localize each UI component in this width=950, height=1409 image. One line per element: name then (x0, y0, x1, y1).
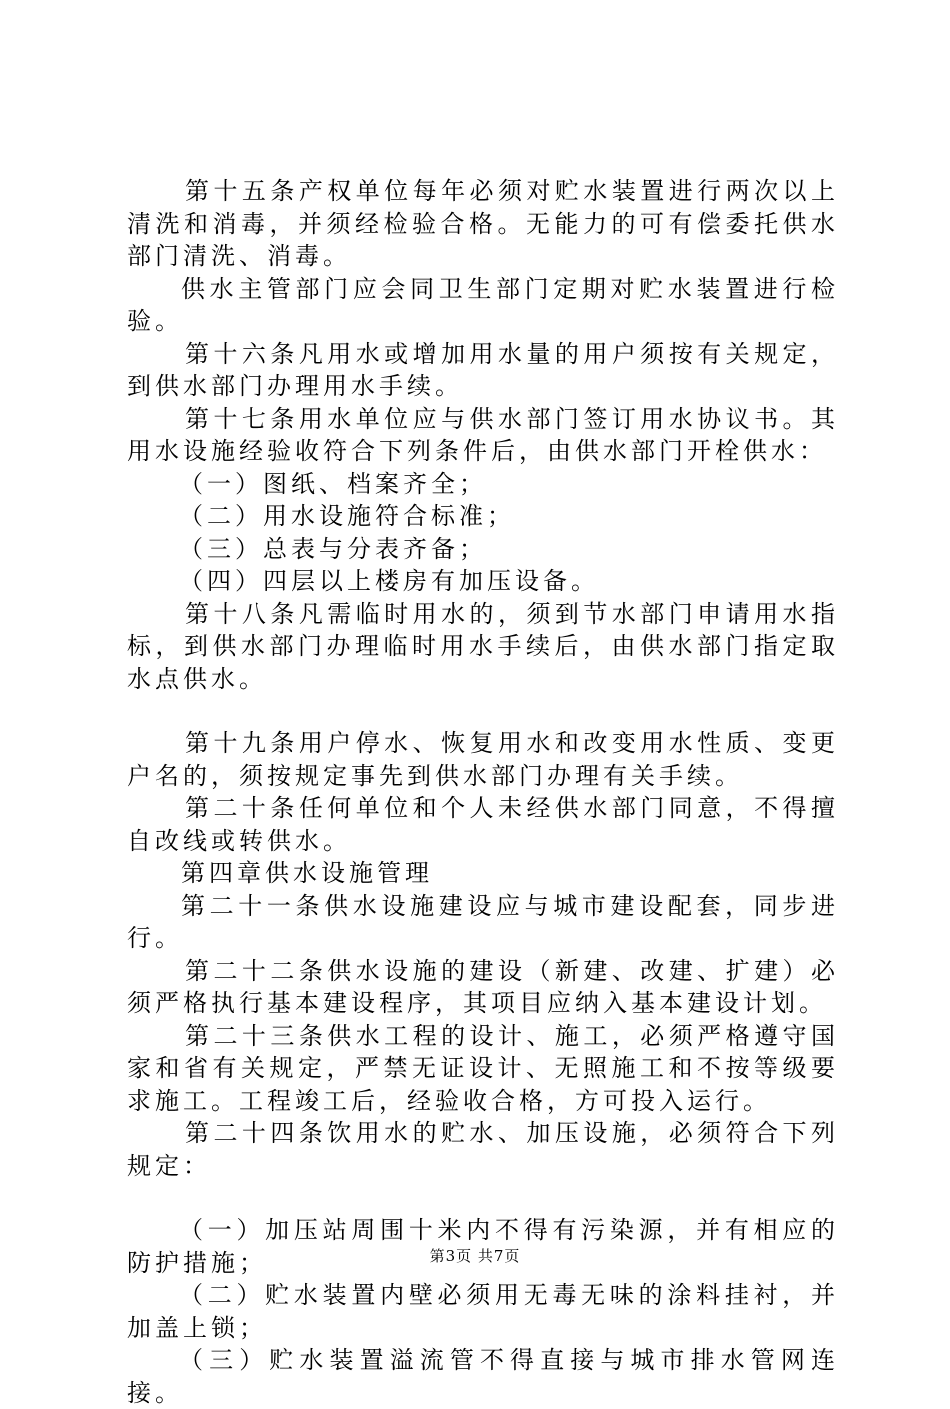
document-body (127, 175, 839, 1409)
list-item-2: （二）用水设施符合标准； (179, 502, 515, 530)
paragraph-article-23: 第二十三条供水工程的设计、施工，必须严格遵守国家和省有关规定，严禁无证设计、无照施工和不按等级要求施工。工程竣工后，经验收合格，方可投入运行。 (127, 1021, 839, 1115)
paragraph-article-22: 第二十二条供水设施的建设（新建、改建、扩建）必须严格执行基本建设程序，其项目应纳入基本建设计划。 (127, 956, 839, 1017)
paragraph-article-16: 第十六条凡用水或增加用水量的用户须按有关规定，到供水部门办理用水手续。 (127, 339, 839, 400)
paragraph-article-20: 第二十条任何单位和个人未经供水部门同意，不得擅自改线或转供水。 (127, 794, 839, 855)
paragraph-article-17: 第十七条用水单位应与供水部门签订用水协议书。其用水设施经验收符合下列条件后，由供水部门开栓供水： (127, 404, 839, 465)
rule-item-2: （二）贮水装置内壁必须用无毒无味的涂料挂衬，并加盖上锁； (127, 1281, 839, 1342)
paragraph-article-15: 第十五条产权单位每年必须对贮水装置进行两次以上清洗和消毒，并须经检验合格。无能力的可有偿委托供水部门清洗、消毒。 (127, 177, 839, 270)
list-item-1: （一）图纸、档案齐全； (179, 469, 487, 498)
paragraph-article-24: 第二十四条饮用水的贮水、加压设施，必须符合下列规定： (127, 1119, 839, 1180)
rule-item-3: （三）贮水装置溢流管不得直接与城市排水管网连接。 (127, 1346, 839, 1407)
rule-item-1: （一）加压站周围十米内不得有污染源，并有相应的防护措施； (127, 1216, 839, 1277)
paragraph-inspection: 供水主管部门应会同卫生部门定期对贮水装置进行检验。 (127, 274, 839, 335)
page-number-footer: 第3页 共7页 (429, 1247, 521, 1265)
paragraph-article-19: 第十九条用户停水、恢复用水和改变用水性质、变更户名的，须按规定事先到供水部门办理有关手续。 (127, 729, 839, 790)
paragraph-article-21: 第二十一条供水设施建设应与城市建设配套，同步进行。 (127, 891, 839, 952)
chapter-heading: 第四章供水设施管理 (181, 859, 433, 887)
paragraph-article-18: 第十八条凡需临时用水的，须到节水部门申请用水指标，到供水部门办理临时用水手续后，由供水部门指定取水点供水。 (127, 599, 839, 693)
list-item-4: （四）四层以上楼房有加压设备。 (179, 567, 599, 595)
list-item-3: （三）总表与分表齐备； (179, 534, 487, 563)
